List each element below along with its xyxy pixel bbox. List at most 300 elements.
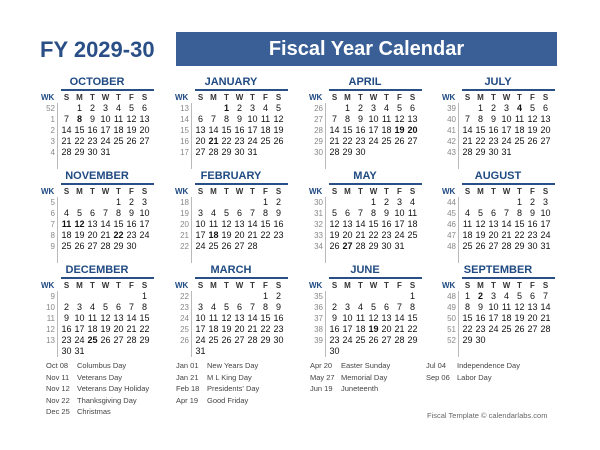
date-cell: 22 xyxy=(368,230,379,240)
week-number: 49 xyxy=(447,303,456,312)
month-november xyxy=(40,170,154,263)
holiday-name: Juneteenth xyxy=(341,384,379,393)
week-column-divider xyxy=(40,197,58,263)
date-cell: 10 xyxy=(342,313,353,323)
weekday-label: W xyxy=(235,281,244,290)
month-divider xyxy=(195,183,288,185)
date-cell: 16 xyxy=(527,219,538,229)
date-cell xyxy=(500,252,513,263)
date-cell xyxy=(526,335,539,346)
date-cell: 26 xyxy=(221,335,232,345)
date-cell: 12 xyxy=(394,114,405,124)
week-number: 17 xyxy=(180,148,189,157)
holiday-date: Feb 18 xyxy=(176,384,200,393)
date-cell xyxy=(406,158,419,169)
date-cell: 31 xyxy=(540,241,551,251)
week-number-header: WK xyxy=(442,93,456,102)
date-cell: 26 xyxy=(514,324,525,334)
date-cell: 27 xyxy=(139,136,150,146)
date-cell xyxy=(99,346,112,357)
date-cell xyxy=(112,252,125,263)
date-cell: 4 xyxy=(262,103,268,113)
date-cell: 21 xyxy=(394,324,405,334)
week-number: 41 xyxy=(447,126,456,135)
date-cell: 26 xyxy=(329,241,340,251)
week-number-header: WK xyxy=(309,187,323,196)
date-cell xyxy=(367,346,380,357)
date-cell: 18 xyxy=(208,324,219,334)
month-august xyxy=(441,170,555,263)
date-cell xyxy=(60,158,73,169)
weekday-label: F xyxy=(397,93,402,102)
date-cell xyxy=(272,241,285,252)
date-cell: 26 xyxy=(394,136,405,146)
date-cell: 7 xyxy=(357,208,363,218)
date-cell: 15 xyxy=(514,219,525,229)
date-cell: 4 xyxy=(210,302,216,312)
date-cell: 8 xyxy=(115,208,121,218)
holiday-date-cell: 8 xyxy=(76,114,82,124)
holiday-name: M L King Day xyxy=(207,372,252,382)
date-cell: 18 xyxy=(501,313,512,323)
date-cell: 4 xyxy=(409,197,415,207)
date-cell: 6 xyxy=(89,208,95,218)
weekday-label: S xyxy=(542,281,549,290)
date-cell: 8 xyxy=(262,302,268,312)
date-cell: 26 xyxy=(527,136,538,146)
date-cell: 18 xyxy=(514,125,525,135)
week-number: 51 xyxy=(447,325,456,334)
date-cell: 14 xyxy=(100,219,111,229)
date-cell xyxy=(487,346,500,357)
date-cell: 2 xyxy=(236,103,242,113)
date-cell: 13 xyxy=(113,313,124,323)
date-cell: 29 xyxy=(221,147,232,157)
date-cell: 29 xyxy=(260,335,271,345)
weekday-label: S xyxy=(197,93,204,102)
month-divider xyxy=(329,89,422,91)
weekday-label: F xyxy=(530,281,535,290)
date-cell xyxy=(354,252,367,263)
date-cell: 15 xyxy=(368,219,379,229)
date-cell: 17 xyxy=(368,125,379,135)
date-cell: 9 xyxy=(383,208,389,218)
weekday-label: S xyxy=(464,93,471,102)
date-cell: 24 xyxy=(74,335,85,345)
weekday-header xyxy=(40,186,154,197)
date-cell: 21 xyxy=(61,136,72,146)
date-cell: 15 xyxy=(475,125,486,135)
date-cell: 8 xyxy=(141,302,147,312)
date-cell: 3 xyxy=(542,197,548,207)
date-cell xyxy=(341,252,354,263)
date-cell: 17 xyxy=(501,125,512,135)
date-cell: 6 xyxy=(409,103,415,113)
date-cell: 3 xyxy=(503,103,509,113)
date-cell xyxy=(233,291,246,302)
month-divider xyxy=(61,183,154,185)
weekday-label: S xyxy=(197,187,204,196)
day-grid xyxy=(308,291,422,357)
date-cell: 28 xyxy=(501,241,512,251)
date-cell: 9 xyxy=(477,302,483,312)
date-cell: 18 xyxy=(87,324,98,334)
date-cell xyxy=(487,197,500,208)
date-cell xyxy=(125,147,138,158)
date-cell xyxy=(138,147,151,158)
month-divider xyxy=(61,277,154,279)
weekday-label: T xyxy=(116,187,121,196)
date-cell: 5 xyxy=(516,291,522,301)
date-cell: 3 xyxy=(249,103,255,113)
week-number: 24 xyxy=(180,314,189,323)
date-cell: 2 xyxy=(529,197,535,207)
weekday-label: S xyxy=(197,281,204,290)
week-number: 9 xyxy=(50,292,55,301)
weekday-label: F xyxy=(263,281,268,290)
date-cell: 23 xyxy=(527,230,538,240)
date-cell: 14 xyxy=(126,313,137,323)
date-cell xyxy=(513,147,526,158)
week-column-divider xyxy=(441,291,459,357)
date-cell: 7 xyxy=(128,302,134,312)
date-cell: 7 xyxy=(210,114,216,124)
date-cell xyxy=(194,252,207,263)
date-cell: 17 xyxy=(74,324,85,334)
date-cell: 2 xyxy=(128,197,134,207)
date-cell xyxy=(73,197,86,208)
date-cell: 8 xyxy=(464,302,470,312)
week-number: 38 xyxy=(314,325,323,334)
week-column-divider xyxy=(308,291,326,357)
date-cell: 18 xyxy=(462,230,473,240)
date-cell: 31 xyxy=(501,147,512,157)
holiday-date: Nov 12 xyxy=(46,384,70,393)
date-cell xyxy=(367,158,380,169)
date-cell: 26 xyxy=(100,335,111,345)
holiday-item xyxy=(176,360,259,372)
date-cell xyxy=(474,346,487,357)
weekday-header xyxy=(308,280,422,291)
holiday-item xyxy=(46,372,149,384)
date-cell: 11 xyxy=(208,219,219,229)
date-cell: 16 xyxy=(329,324,340,334)
date-cell: 9 xyxy=(331,313,337,323)
weekday-label: W xyxy=(369,187,378,196)
holiday-date: Nov 22 xyxy=(46,395,70,405)
weekday-label: T xyxy=(90,281,95,290)
date-cell: 17 xyxy=(342,324,353,334)
date-cell: 29 xyxy=(407,335,418,345)
date-cell: 2 xyxy=(63,302,69,312)
weekday-label: W xyxy=(235,187,244,196)
week-number: 47 xyxy=(447,231,456,240)
date-cell: 19 xyxy=(329,230,340,240)
holiday-date: Dec 25 xyxy=(46,407,70,416)
date-cell: 3 xyxy=(102,103,108,113)
holiday-date-cell: 19 xyxy=(368,324,379,334)
weekday-label: M xyxy=(344,93,351,102)
date-cell xyxy=(380,291,393,302)
date-cell: 17 xyxy=(540,219,551,229)
date-cell: 18 xyxy=(61,230,72,240)
date-cell xyxy=(272,252,285,263)
week-number: 52 xyxy=(447,336,456,345)
week-number: 5 xyxy=(50,198,55,207)
date-cell xyxy=(513,158,526,169)
week-number: 40 xyxy=(447,115,456,124)
week-number: 50 xyxy=(447,314,456,323)
date-cell: 22 xyxy=(462,324,473,334)
date-cell: 21 xyxy=(247,230,258,240)
date-cell: 9 xyxy=(63,313,69,323)
weekday-label: M xyxy=(210,187,217,196)
date-cell: 14 xyxy=(501,219,512,229)
holiday-date: Jul 04 xyxy=(426,361,447,370)
fiscal-year-title: FY 2029-30 xyxy=(40,37,155,62)
month-january xyxy=(174,76,288,169)
date-cell xyxy=(406,147,419,158)
week-column-divider xyxy=(441,197,459,263)
week-number: 48 xyxy=(447,292,456,301)
weekday-label: S xyxy=(275,187,282,196)
date-cell: 25 xyxy=(61,241,72,251)
date-cell: 7 xyxy=(63,114,69,124)
date-cell: 10 xyxy=(74,313,85,323)
date-cell: 7 xyxy=(464,114,470,124)
date-cell: 21 xyxy=(501,230,512,240)
day-grid xyxy=(40,103,154,169)
date-cell: 30 xyxy=(355,147,366,157)
date-cell xyxy=(380,147,393,158)
date-cell xyxy=(393,346,406,357)
date-cell: 16 xyxy=(87,125,98,135)
week-number: 34 xyxy=(314,242,323,251)
week-number: 39 xyxy=(447,104,456,113)
date-cell: 24 xyxy=(195,335,206,345)
date-cell xyxy=(259,241,272,252)
month-name: MARCH xyxy=(210,264,252,276)
date-cell xyxy=(539,346,552,357)
date-cell: 6 xyxy=(344,208,350,218)
date-cell: 17 xyxy=(488,313,499,323)
date-cell: 12 xyxy=(221,313,232,323)
date-cell: 6 xyxy=(542,103,548,113)
date-cell xyxy=(526,147,539,158)
weekday-label: F xyxy=(263,187,268,196)
date-cell: 15 xyxy=(221,125,232,135)
date-cell xyxy=(194,291,207,302)
date-cell: 30 xyxy=(527,241,538,251)
date-cell xyxy=(86,346,99,357)
weekday-label: T xyxy=(224,187,229,196)
week-number-header: WK xyxy=(175,281,189,290)
week-column-divider xyxy=(308,197,326,263)
weekday-label: W xyxy=(235,93,244,102)
weekday-label: F xyxy=(129,187,134,196)
holiday-name: Presidents' Day xyxy=(207,384,260,393)
date-cell: 19 xyxy=(527,125,538,135)
date-cell: 21 xyxy=(100,230,111,240)
date-cell xyxy=(272,147,285,158)
week-number: 33 xyxy=(314,231,323,240)
month-name: OCTOBER xyxy=(69,76,125,88)
holiday-date-cell: 19 xyxy=(394,125,405,135)
date-cell: 18 xyxy=(260,125,271,135)
date-cell: 12 xyxy=(126,114,137,124)
weekday-label: W xyxy=(502,187,511,196)
holiday-name: Memorial Day xyxy=(341,372,388,382)
day-grid xyxy=(174,103,288,169)
holiday-item xyxy=(310,360,390,372)
date-cell: 25 xyxy=(407,230,418,240)
weekday-label: T xyxy=(358,281,363,290)
date-cell xyxy=(207,158,220,169)
week-number: 30 xyxy=(314,198,323,207)
date-cell: 24 xyxy=(195,241,206,251)
date-cell: 19 xyxy=(74,230,85,240)
date-cell: 15 xyxy=(260,313,271,323)
month-june xyxy=(308,264,422,357)
date-cell xyxy=(526,252,539,263)
month-divider xyxy=(329,183,422,185)
date-cell: 11 xyxy=(462,219,473,229)
weekday-label: F xyxy=(397,187,402,196)
date-cell: 6 xyxy=(197,114,203,124)
date-cell: 20 xyxy=(113,324,124,334)
weekday-label: T xyxy=(116,281,121,290)
date-cell: 12 xyxy=(514,302,525,312)
date-cell: 5 xyxy=(76,208,82,218)
date-cell: 19 xyxy=(273,125,284,135)
date-cell: 21 xyxy=(126,324,137,334)
date-cell: 13 xyxy=(195,125,206,135)
date-cell: 28 xyxy=(247,241,258,251)
week-number: 8 xyxy=(50,231,55,240)
date-cell: 5 xyxy=(223,302,229,312)
date-cell: 6 xyxy=(115,302,121,312)
date-cell: 13 xyxy=(381,313,392,323)
date-cell: 31 xyxy=(394,241,405,251)
date-cell: 23 xyxy=(355,136,366,146)
weekday-label: W xyxy=(101,93,110,102)
holiday-date-cell: 2 xyxy=(477,291,483,301)
date-cell: 26 xyxy=(221,241,232,251)
date-cell: 20 xyxy=(195,136,206,146)
day-grid xyxy=(40,291,154,357)
weekday-label: M xyxy=(76,187,83,196)
date-cell: 16 xyxy=(273,219,284,229)
weekday-label: F xyxy=(129,93,134,102)
month-name: AUGUST xyxy=(474,170,522,182)
holiday-date: Apr 20 xyxy=(310,361,333,370)
holiday-date-cell: 12 xyxy=(74,219,85,229)
date-cell: 11 xyxy=(407,208,418,218)
date-cell xyxy=(341,291,354,302)
date-cell: 26 xyxy=(273,136,284,146)
weekday-label: S xyxy=(464,281,471,290)
day-grid xyxy=(308,197,422,263)
holiday-name: Easter Sunday xyxy=(341,361,391,370)
date-cell xyxy=(207,252,220,263)
week-number: 19 xyxy=(180,209,189,218)
holiday-date: Sep 06 xyxy=(426,372,450,382)
date-cell: 1 xyxy=(464,291,470,301)
date-cell: 27 xyxy=(234,335,245,345)
date-cell: 8 xyxy=(370,208,376,218)
weekday-header xyxy=(174,186,288,197)
week-column-divider xyxy=(174,197,192,263)
date-cell: 12 xyxy=(273,114,284,124)
weekday-label: S xyxy=(141,93,148,102)
date-cell: 2 xyxy=(275,197,281,207)
day-grid xyxy=(40,197,154,263)
week-number-header: WK xyxy=(41,93,55,102)
date-cell: 15 xyxy=(113,219,124,229)
week-number: 28 xyxy=(314,126,323,135)
month-march xyxy=(174,264,288,357)
date-cell xyxy=(86,197,99,208)
date-cell: 9 xyxy=(490,114,496,124)
date-cell xyxy=(194,197,207,208)
date-cell: 4 xyxy=(503,291,509,301)
date-cell: 1 xyxy=(76,103,82,113)
date-cell xyxy=(60,252,73,263)
date-cell: 1 xyxy=(344,103,350,113)
holiday-date-cell: 20 xyxy=(407,125,418,135)
date-cell: 27 xyxy=(407,136,418,146)
holiday-date-cell: 22 xyxy=(113,230,124,240)
date-cell: 4 xyxy=(210,208,216,218)
footer-credit: Fiscal Template © calendarlabs.com xyxy=(427,411,548,420)
date-cell: 25 xyxy=(355,335,366,345)
day-grid xyxy=(441,197,555,263)
week-number: 44 xyxy=(447,198,456,207)
date-cell: 9 xyxy=(357,114,363,124)
week-number: 7 xyxy=(50,220,55,229)
date-cell xyxy=(487,335,500,346)
date-cell xyxy=(220,346,233,357)
date-cell: 12 xyxy=(329,219,340,229)
holiday-name: Independence Day xyxy=(457,361,520,370)
day-grid xyxy=(441,291,555,357)
date-cell: 30 xyxy=(87,147,98,157)
date-cell xyxy=(220,291,233,302)
date-cell: 30 xyxy=(61,346,72,356)
date-cell xyxy=(354,346,367,357)
month-may xyxy=(308,170,422,263)
date-cell xyxy=(259,147,272,158)
date-cell: 27 xyxy=(195,147,206,157)
date-cell: 13 xyxy=(342,219,353,229)
date-cell: 31 xyxy=(74,346,85,356)
weekday-label: T xyxy=(517,187,522,196)
date-cell: 11 xyxy=(260,114,271,124)
date-cell: 20 xyxy=(87,230,98,240)
week-number: 31 xyxy=(314,209,323,218)
date-cell: 16 xyxy=(234,125,245,135)
date-cell: 22 xyxy=(74,136,85,146)
date-cell: 8 xyxy=(516,208,522,218)
day-grid xyxy=(174,291,288,357)
week-number: 22 xyxy=(180,292,189,301)
week-number: 46 xyxy=(447,220,456,229)
week-number-header: WK xyxy=(175,93,189,102)
date-cell: 5 xyxy=(102,302,108,312)
weekday-label: T xyxy=(491,93,496,102)
date-cell: 24 xyxy=(368,136,379,146)
month-name: MAY xyxy=(353,170,377,182)
